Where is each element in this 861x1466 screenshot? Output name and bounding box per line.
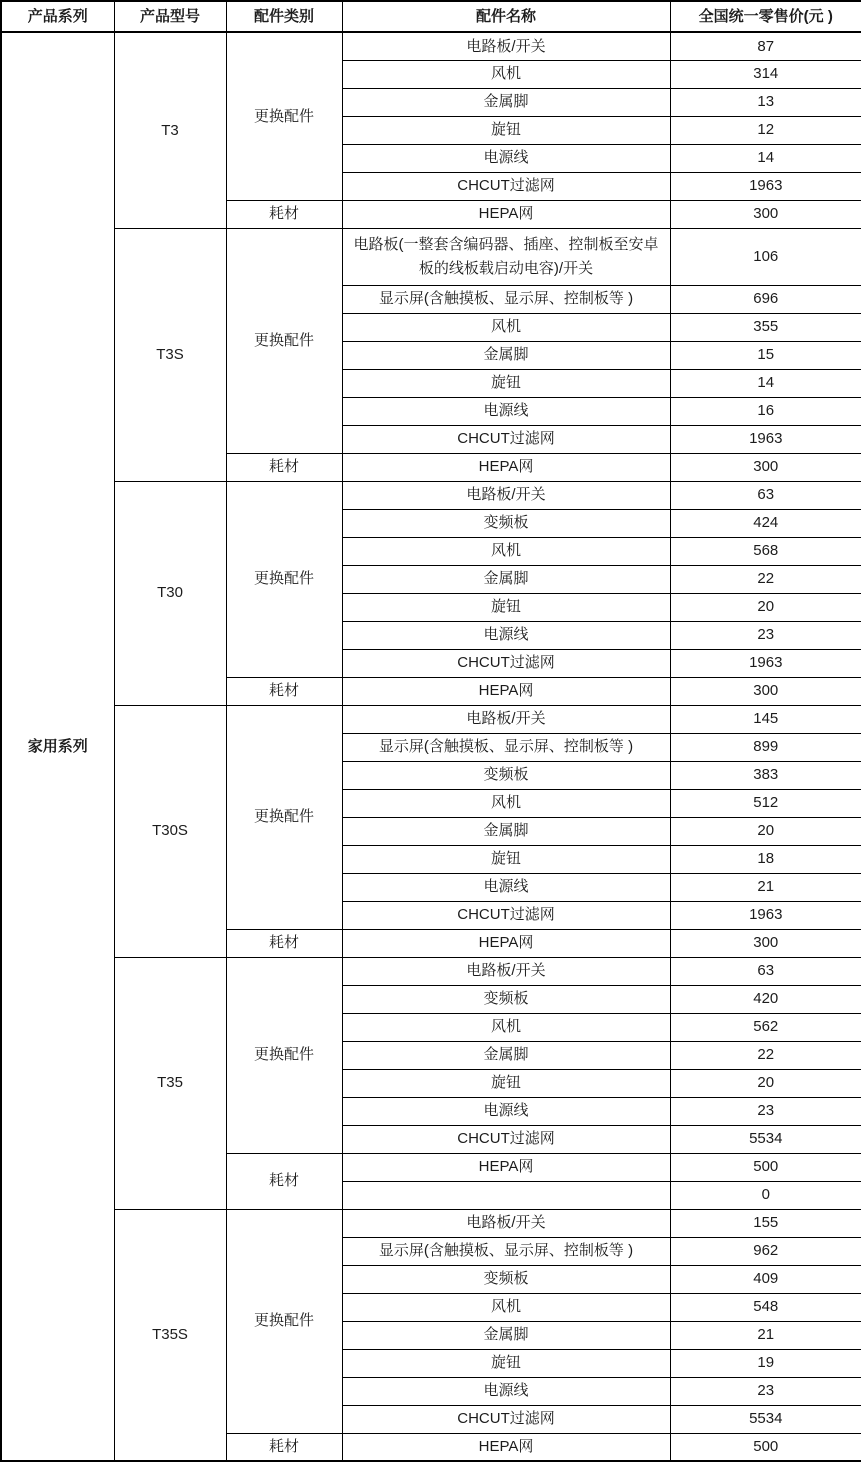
- part-cell: CHCUT过滤网: [342, 425, 670, 453]
- part-cell: CHCUT过滤网: [342, 1405, 670, 1433]
- header-product-series: 产品系列: [1, 1, 114, 32]
- part-cell: 金属脚: [342, 1321, 670, 1349]
- part-cell: 旋钮: [342, 845, 670, 873]
- part-cell: CHCUT过滤网: [342, 1125, 670, 1153]
- table-row: [1, 481, 861, 509]
- part-cell: CHCUT过滤网: [342, 901, 670, 929]
- price-cell: 5534: [670, 1125, 861, 1153]
- price-cell: 300: [670, 929, 861, 957]
- price-cell: 300: [670, 677, 861, 705]
- category-cell: 耗材: [226, 929, 342, 957]
- header-product-model: 产品型号: [114, 1, 226, 32]
- price-cell: 63: [670, 481, 861, 509]
- price-cell: 18: [670, 845, 861, 873]
- model-cell: T35S: [114, 1209, 226, 1461]
- price-cell: 145: [670, 705, 861, 733]
- part-cell: 变频板: [342, 761, 670, 789]
- part-cell: 电源线: [342, 621, 670, 649]
- price-cell: 383: [670, 761, 861, 789]
- model-cell: T3S: [114, 228, 226, 481]
- part-cell: 风机: [342, 789, 670, 817]
- part-cell: HEPA网: [342, 677, 670, 705]
- category-cell: 更换配件: [226, 1209, 342, 1433]
- part-cell: [342, 1181, 670, 1209]
- price-cell: 1963: [670, 172, 861, 200]
- price-cell: 500: [670, 1153, 861, 1181]
- table-row: [1, 32, 861, 60]
- price-cell: 87: [670, 32, 861, 60]
- price-cell: 13: [670, 88, 861, 116]
- price-cell: 1963: [670, 649, 861, 677]
- part-cell: HEPA网: [342, 1153, 670, 1181]
- category-cell: 更换配件: [226, 32, 342, 200]
- price-cell: 21: [670, 1321, 861, 1349]
- category-cell: 耗材: [226, 677, 342, 705]
- price-cell: 899: [670, 733, 861, 761]
- price-cell: 12: [670, 116, 861, 144]
- table-row: [1, 705, 861, 733]
- table-row: [1, 1209, 861, 1237]
- part-cell: 电路板/开关: [342, 705, 670, 733]
- part-cell: 金属脚: [342, 565, 670, 593]
- price-cell: 300: [670, 453, 861, 481]
- price-cell: 696: [670, 285, 861, 313]
- part-cell: 电源线: [342, 873, 670, 901]
- price-cell: 0: [670, 1181, 861, 1209]
- part-cell: CHCUT过滤网: [342, 649, 670, 677]
- part-cell: 风机: [342, 60, 670, 88]
- part-cell: 电路板(一整套含编码器、插座、控制板至安卓板的线板载启动电容)/开关: [342, 228, 670, 285]
- price-cell: 20: [670, 593, 861, 621]
- price-cell: 512: [670, 789, 861, 817]
- part-cell: 显示屏(含触摸板、显示屏、控制板等 ): [342, 285, 670, 313]
- price-cell: 22: [670, 1041, 861, 1069]
- price-cell: 23: [670, 621, 861, 649]
- part-cell: 变频板: [342, 1265, 670, 1293]
- price-cell: 63: [670, 957, 861, 985]
- price-cell: 562: [670, 1013, 861, 1041]
- table-row: [1, 957, 861, 985]
- part-cell: 风机: [342, 537, 670, 565]
- part-cell: 金属脚: [342, 817, 670, 845]
- model-cell: T3: [114, 32, 226, 228]
- price-cell: 20: [670, 817, 861, 845]
- part-cell: 旋钮: [342, 116, 670, 144]
- price-cell: 314: [670, 60, 861, 88]
- price-cell: 424: [670, 509, 861, 537]
- part-cell: 电路板/开关: [342, 957, 670, 985]
- table-row: [1, 228, 861, 285]
- part-cell: 金属脚: [342, 1041, 670, 1069]
- price-cell: 500: [670, 1433, 861, 1461]
- price-cell: 355: [670, 313, 861, 341]
- price-cell: 962: [670, 1237, 861, 1265]
- part-cell: HEPA网: [342, 929, 670, 957]
- price-cell: 155: [670, 1209, 861, 1237]
- header-row: [1, 1, 861, 32]
- part-cell: HEPA网: [342, 200, 670, 228]
- price-cell: 21: [670, 873, 861, 901]
- part-cell: 电源线: [342, 397, 670, 425]
- price-cell: 14: [670, 144, 861, 172]
- price-cell: 409: [670, 1265, 861, 1293]
- series-cell: 家用系列: [1, 32, 114, 1461]
- price-cell: 23: [670, 1097, 861, 1125]
- price-cell: 22: [670, 565, 861, 593]
- header-part-category: 配件类别: [226, 1, 342, 32]
- category-cell: 更换配件: [226, 228, 342, 453]
- part-cell: 金属脚: [342, 341, 670, 369]
- price-cell: 548: [670, 1293, 861, 1321]
- part-cell: 旋钮: [342, 1069, 670, 1097]
- part-cell: 显示屏(含触摸板、显示屏、控制板等 ): [342, 1237, 670, 1265]
- part-cell: 旋钮: [342, 1349, 670, 1377]
- part-cell: 电路板/开关: [342, 1209, 670, 1237]
- price-cell: 5534: [670, 1405, 861, 1433]
- model-cell: T30: [114, 481, 226, 705]
- price-cell: 15: [670, 341, 861, 369]
- category-cell: 耗材: [226, 1433, 342, 1461]
- model-cell: T30S: [114, 705, 226, 957]
- part-cell: 变频板: [342, 509, 670, 537]
- category-cell: 更换配件: [226, 957, 342, 1153]
- price-cell: 23: [670, 1377, 861, 1405]
- price-cell: 1963: [670, 901, 861, 929]
- category-cell: 耗材: [226, 200, 342, 228]
- part-cell: HEPA网: [342, 453, 670, 481]
- model-cell: T35: [114, 957, 226, 1209]
- part-cell: 旋钮: [342, 593, 670, 621]
- price-cell: 1963: [670, 425, 861, 453]
- part-cell: 金属脚: [342, 88, 670, 116]
- part-cell: CHCUT过滤网: [342, 172, 670, 200]
- part-cell: 旋钮: [342, 369, 670, 397]
- category-cell: 耗材: [226, 453, 342, 481]
- part-cell: 风机: [342, 313, 670, 341]
- part-cell: 风机: [342, 1013, 670, 1041]
- part-cell: 变频板: [342, 985, 670, 1013]
- category-cell: 更换配件: [226, 481, 342, 677]
- price-cell: 16: [670, 397, 861, 425]
- part-cell: 显示屏(含触摸板、显示屏、控制板等 ): [342, 733, 670, 761]
- category-cell: 更换配件: [226, 705, 342, 929]
- part-cell: 电路板/开关: [342, 32, 670, 60]
- part-cell: 风机: [342, 1293, 670, 1321]
- part-cell: HEPA网: [342, 1433, 670, 1461]
- price-cell: 19: [670, 1349, 861, 1377]
- part-cell: 电源线: [342, 1377, 670, 1405]
- part-cell: 电源线: [342, 1097, 670, 1125]
- header-part-name: 配件名称: [342, 1, 670, 32]
- category-cell: 耗材: [226, 1153, 342, 1209]
- price-cell: 420: [670, 985, 861, 1013]
- price-cell: 14: [670, 369, 861, 397]
- price-cell: 300: [670, 200, 861, 228]
- price-cell: 568: [670, 537, 861, 565]
- price-cell: 20: [670, 1069, 861, 1097]
- header-retail-price: 全国统一零售价(元 ): [670, 1, 861, 32]
- part-cell: 电路板/开关: [342, 481, 670, 509]
- part-cell: 电源线: [342, 144, 670, 172]
- price-cell: 106: [670, 228, 861, 285]
